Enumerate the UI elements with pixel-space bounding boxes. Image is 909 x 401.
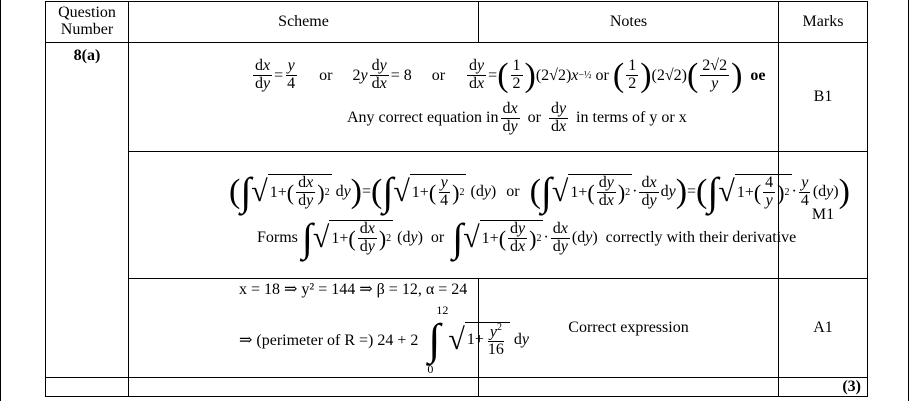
- any-correct-text: Any correct equation in: [347, 109, 499, 127]
- total-blank-q: [46, 378, 129, 397]
- lower-limit: 0: [427, 362, 434, 376]
- header-row: [46, 2, 868, 43]
- or-text-1: or: [319, 66, 333, 84]
- m1-integrals-line: ( ∫ √ 1+ ( $\frac{dx}{dy}$ ) 2 d y ) = ( ∫ √ 1+ ( $\frac{y}{4}$ ) 2 (d y ) or ( ∫ √ 1+ ( $\frac{dy}{dx}$ ) 2 · $\frac{dx}{dy}$ d y ) = ( ∫ √ 1+ ( $\frac{4}{y}$ ) 2 · $\frac{y}{4}$ (d y ) ): [229, 169, 850, 214]
- notes-header: Notes: [479, 2, 779, 43]
- dx-dy-fraction-2: $\frac{dx}{dy}$: [502, 100, 518, 135]
- mark-m1: M1: [779, 152, 868, 279]
- definite-integral: 12 ∫ 0: [427, 303, 449, 376]
- total-marks: (3): [779, 378, 868, 397]
- left-page-rule: [0, 0, 1, 401]
- half-fraction: $\frac{1}{2}$: [512, 57, 521, 93]
- question-header-line1: Question: [58, 4, 116, 22]
- mark-b1: B1: [779, 43, 868, 152]
- scheme-header: Scheme: [129, 2, 479, 43]
- dy-dx-fraction: $\frac{dy}{dx}$: [371, 57, 387, 93]
- b1-equations-line: $\frac{dx}{dy}$ = $\frac{y}{4}$ or 2 y $\frac{dy}{dx}$ = 8 or $\frac{dy}{dx}$ = ( $\frac{1}{2}$ ) (2√2) x −½ or ( $\frac{1}{2}$ ) (2√2) ( $\frac{2√2}{y}$ ) oe: [255, 56, 766, 94]
- perimeter-text: ⇒ (perimeter of R =) 24 + 2: [239, 332, 419, 349]
- total-blank-notes: [479, 378, 779, 397]
- question-number: 8(a): [46, 43, 129, 378]
- total-blank-scheme: [129, 378, 479, 397]
- any-or-text: or: [527, 109, 541, 127]
- a1-perimeter-line: ⇒ (perimeter of R =) 24 + 2 12 ∫ 0 √ 1+ $\frac{y^2}{16}$ d y: [239, 303, 530, 376]
- derivative-text: correctly with their derivative: [605, 229, 797, 246]
- m1-forms-line: Forms ∫ √ 1+ ( $\frac{dx}{dy}$ ) 2 (d y ) or ∫ √ 1+ ( $\frac{dy}{dx}$ ) 2 · $\frac{dx}{dy}$ (d y ) correctly with their derivative: [257, 215, 797, 260]
- row-m1: [46, 152, 868, 279]
- y-over-4-fraction: $\frac{y}{4}$: [287, 57, 296, 93]
- row-a1: [46, 279, 868, 378]
- a1-line1: x = 18 ⇒ y² = 144 ⇒ β = 12, α = 24: [239, 281, 468, 298]
- half-fraction-2: $\frac{1}{2}$: [628, 57, 637, 93]
- dy-dx-fraction-2: $\frac{dy}{dx}$: [469, 57, 485, 93]
- forms-text: Forms: [257, 229, 298, 246]
- m1-or-text: or: [506, 183, 520, 200]
- or-text-2: or: [431, 66, 446, 84]
- marks-header: Marks: [779, 2, 868, 43]
- b1-scheme-cell: [129, 43, 779, 152]
- dx-dy-fraction: $\frac{dx}{dy}$: [255, 57, 271, 93]
- or-text-3: or: [595, 66, 609, 84]
- b1-any-correct-line: [129, 101, 778, 136]
- mark-scheme-table: [45, 1, 868, 397]
- root-over-y-fraction: $\frac{2√2}{y}$: [702, 57, 728, 93]
- total-row: [46, 378, 868, 397]
- dy-dx-fraction-3: $\frac{dy}{dx}$: [550, 100, 567, 135]
- oe-label: oe: [750, 66, 766, 84]
- upper-limit: 12: [436, 303, 449, 317]
- question-header-line2: Number: [60, 21, 114, 38]
- a1-scheme-cell: [129, 279, 530, 378]
- row-b1: [46, 43, 868, 152]
- in-terms-text: in terms of y or x: [576, 109, 687, 127]
- a1-notes: Correct expression: [479, 279, 779, 378]
- forms-or-text: or: [430, 229, 445, 246]
- question-number-header: [46, 2, 129, 43]
- mark-a1: A1: [779, 279, 868, 378]
